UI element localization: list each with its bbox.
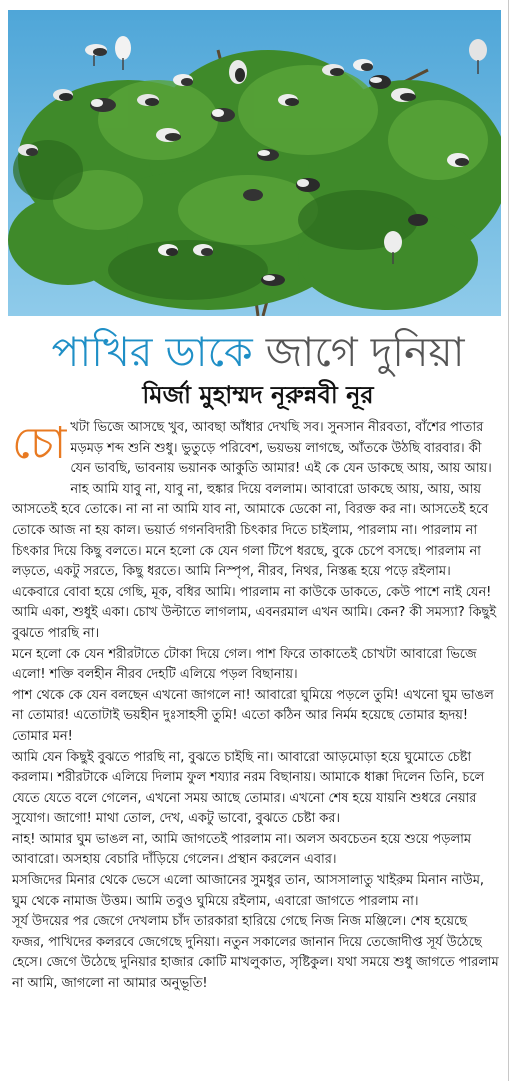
headline-part-2: জাগে দুনিয়া <box>265 328 465 376</box>
article-paragraph: মসজিদের মিনার থেকে ভেসে এলো আজানের সুমধুর তান, আসসালাতু খাইরুম মিনান নাউম, ঘুম থেকে নামাজ উত্তম। আমি তবুও ঘুমিয়ে রইলাম, এবারো জাগতে পারলাম না। <box>12 873 484 909</box>
article-paragraph: আমি যেন কিছুই বুঝতে পারছি না, বুঝতে চাইছি না। আবারো আড়মোড়া হয়ে ঘুমোতে চেষ্টা করলাম। শরীরটাকে এলিয়ে দিলাম ফুল শয্যার নরম বিছানায়। আমাকে ধাক্কা দিলেন তিনি, চলে যেতে যেতে বলে গেলেন, এখনো সময় আছে তোমার। এখনো শেষ হয়ে যায়নি শুধরে নেয়ার সুযোগ। জাগো! মাথা তোল, দেখ, একটু ভাবো, বুঝতে চেষ্টা কর। <box>12 749 485 827</box>
article-body <box>12 418 500 995</box>
byline: মির্জা মুহাম্মদ নূরুন্নবী নূর <box>142 381 374 409</box>
headline-part-1: পাখির ডাকে <box>51 328 253 376</box>
article-paragraph: পাশ থেকে কে যেন বলছেন এখনো জাগলে না! আবারো ঘুমিয়ে পড়লে তুমি! এখনো ঘুম ভাঙল না তোমার! এতোটাই ভয়হীন দুঃসাহসী তুমি! এতো কঠিন আর নির্মম হয়েছে তোমার হৃদয়! তোমার মন! <box>12 687 494 744</box>
article-paragraph: নাহ আমি যাবু না, যাবু না, হুঙ্কার দিয়ে বললাম। আবারো ডাকছে আয়, আয়, আয় আসতেই হবে তোকে। না না না আমি যাব না, আমাকে ডেকো না, বিরক্ত কর না। আসতেই হবে তোকে আজ না হয় কাল। ভয়ার্ত গগনবিদারী চিৎকার দিতে চাইলাম, পারলাম না। পারলাম না চিৎকার দিয়ে কিছু বলতে। মনে হলো কে যেন গলা টিপে ধরছে, বুকে চেপে বসছে। পারলাম না লড়তে, একটু সরতে, কিছু ধরতে। আমি নিস্পৃপ, নীরব, নিথর, নিস্তব্ধ হয়ে পড়ে রইলাম। একেবারে বোবা হয়ে গেছি, মূক, বধির আমি। পারলাম না কাউকে ডাকতে, কেউ পাশে নাই যেন! আমি একা, শুধুই একা। চোখ উল্টাতে লাগলাম, এবনরমাল এখন আমি। কেন? কী সমস্যা? কিছুই বুঝতে পারছি না। <box>12 481 497 641</box>
drop-cap: চো <box>12 418 67 469</box>
column-rule <box>508 0 509 1081</box>
article-paragraph: সূর্য উদয়ের পর জেগে দেখলাম চাঁদ তারকারা হারিয়ে গেছে নিজ নিজ মঞ্জিলে। শেষ হয়েছে ফজর, পাখিদের কলরবে জেগেছে দুনিয়া। নতুন সকালের জানান দিয়ে তেজোদীপ্ত সূর্য উঠেছে হেসে। জেগে উঠেছে দুনিয়ার হাজার কোটি মাখলুকাত, সৃষ্টিকুল। যথা সময়ে শুধু জাগতে পারলাম না আমি, জাগলো না আমার অনুভূতি! <box>12 914 499 992</box>
article-paragraph <box>12 418 500 480</box>
storks-tree-photo <box>8 10 501 316</box>
article-paragraph: মনে হলো কে যেন শরীরটাতে টোকা দিয়ে গেল। পাশ ফিরে তাকাতেই চোখটা আবারো ভিজে এলো! শক্তি বলহীন নীরব দেহটি এলিয়ে পড়ল বিছানায়। <box>12 646 477 683</box>
article-paragraph: নাহ! আমার ঘুম ভাঙল না, আমি জাগতেই পারলাম না। অলস অবচেতন হয়ে শুয়ে পড়লাম আবারো। অসহায় বেচারি দাঁড়িয়ে গেলেন। প্রস্থান করলেন এবার। <box>12 831 471 868</box>
photo-illustration <box>8 10 501 316</box>
article-paragraph-text: খটা ভিজে আসছে খুব, আবছা আঁধার দেখছি সব। সুনসান নীরবতা, বাঁশের পাতার মড়মড় শব্দ শুনি শুধু। ভুতুড়ে পরিবেশ, ভয়ভয় লাগছে, আঁতকে উঠছি বারবার। কী যেন ভাবছি, ভাবনায় ভয়ানক আকুতি আমার! এই কে যেন ডাকছে আয়, আয় আয়। <box>70 420 492 477</box>
headline <box>0 326 516 378</box>
